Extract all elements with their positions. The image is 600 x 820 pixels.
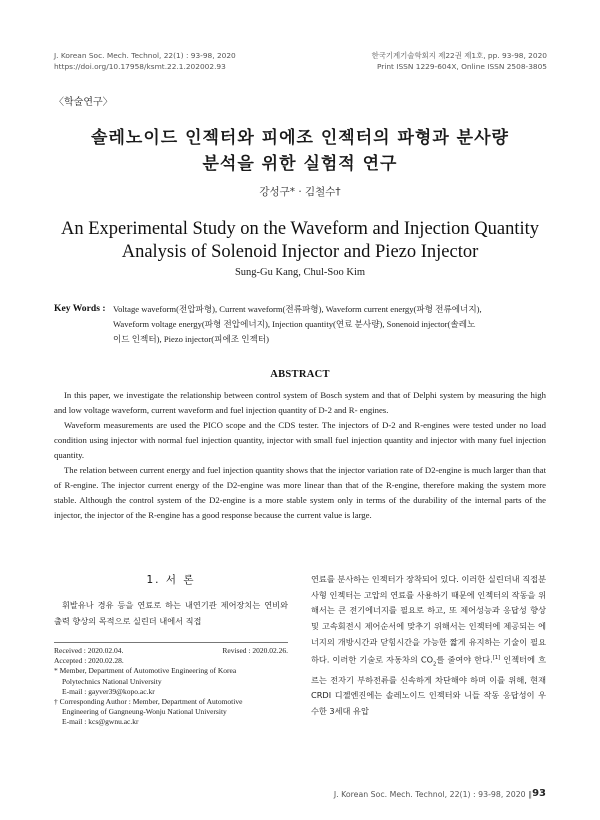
received-revised-line	[54, 646, 288, 656]
corresponding-author-line2: Engineering of Gangneung-Wonju National University	[62, 707, 227, 717]
issn-header: Print ISSN 1229-604X, Online ISSN 2508-3805	[376, 62, 547, 71]
footnotes	[54, 646, 288, 728]
abstract-paragraph-3: The relation between current energy and fuel injection quantity shows that the injector variation rate of D2-engine is much larger than that of R-engine. The injector current energy of the D2-engine was more linear than that of the R-engine, therefore making the system more stable. Although the control system of the D2-engine is a more stable system only in terms of the durability of the internal parts of the injector, the injector of the R-engine has a good response because the current value is large.	[54, 465, 546, 520]
korean-title-line2: 분석을 위한 실험적 연구	[202, 154, 398, 174]
intro-left-text: 휘발유나 경유 등을 연료로 하는 내연기관 제어장치는 연비와 출력 향상의 목적으로 실린더 내에서 직접	[54, 600, 288, 626]
revised-date: Revised : 2020.02.26.	[222, 646, 288, 655]
footer-citation: J. Korean Soc. Mech. Technol, 22(1) : 93-98, 2020 ∥	[333, 790, 532, 799]
abstract-paragraph-2: Waveform measurements are used the PICO scope and the CDS tester. The injectors of D-2 and R-engines were tested under no load condition using injector with normal fuel injection quantity, injector with small fuel injection quantity and injector with many fuel injection quantity.	[54, 420, 546, 460]
english-title	[40, 218, 560, 264]
doi-link[interactable]: https://doi.org/10.17958/ksmt.22.1.202002.93	[54, 62, 226, 71]
english-title-line2: Analysis of Solenoid Injector and Piezo Injector	[121, 242, 479, 262]
footnote-divider	[54, 642, 288, 643]
introduction-right-paragraph	[311, 572, 546, 720]
journal-kr-header: 한국기계기술학회지 제22권 제1호, pp. 93-98, 2020	[371, 51, 547, 60]
page-number: 93	[532, 788, 546, 799]
intro-right-part2: 를 줄여야 한다.	[436, 654, 493, 665]
keywords-line1: Voltage waveform(전압파형), Current waveform(전류파형), Waveform current energy(파형 전류에너지),	[113, 304, 482, 314]
keywords-line3: 이드 인젝터), Piezo injector(피에조 인젝터)	[113, 334, 269, 344]
accepted-date: Accepted : 2020.02.28.	[54, 656, 124, 666]
received-date: Received : 2020.02.04.	[54, 646, 124, 655]
section-tag: 〈학술연구〉	[54, 97, 113, 108]
corresponding-email[interactable]: E-mail : kcs@gwnu.ac.kr	[62, 717, 139, 727]
reference-1[interactable]: [1]	[492, 654, 501, 661]
abstract-paragraph-1: In this paper, we investigate the relationship between control system of Bosch system and that of Delphi system by measuring the high and low voltage waveform, current waveform and fuel injection quantity of D-2 and R- engines.	[54, 390, 546, 415]
korean-title-line1: 솔레노이드 인젝터와 피에조 인젝터의 파형과 분사량	[91, 128, 509, 148]
keywords-line2: Waveform voltage energy(파형 전압에너지), Injection quantity(연료 분사량), Sonenoid injector(솔레노	[113, 319, 476, 329]
introduction-heading: 1. 서 론	[146, 574, 196, 586]
korean-authors: 강성구* · 김철수†	[259, 186, 341, 198]
corresponding-author-line1: † Corresponding Author : Member, Department of Automotive	[54, 697, 243, 707]
member-email[interactable]: E-mail : gayver39@kopo.ac.kr	[62, 686, 155, 696]
intro-right-part3: 인젝터에 흐르는 전자기 부하전류를 신속하게 차단해야 하며 이를 위해, 현재 CRDI 디젤엔진에는 솔레노이드 인젝터와 니들 작동 응답성이 우수한 3세대 유압	[311, 654, 546, 716]
co2-subscript: 2	[433, 660, 437, 667]
introduction-left-paragraph	[54, 598, 288, 629]
keywords-list	[113, 302, 553, 347]
member-affiliation-line2: Polytechnics National University	[62, 676, 162, 686]
korean-title	[40, 125, 560, 177]
english-authors: Sung-Gu Kang, Chul-Soo Kim	[234, 267, 366, 278]
abstract-heading: ABSTRACT	[270, 369, 330, 380]
english-title-line1: An Experimental Study on the Waveform and Injection Quantity	[60, 219, 540, 239]
member-affiliation-line1: * Member, Department of Automotive Engineering of Korea	[54, 666, 237, 676]
intro-right-part1: 연료를 분사하는 인젝터가 장착되어 있다. 이러한 실린더내 직접분사형 인젝터는 고압의 연료를 사용하기 때문에 인젝터의 작동을 위해서는 큰 전기에너지를 필요로 하고, 또 제어성능과 응답성 향상 및 고속회전시 제어순서에 맞추기 위해서는 인젝터에 제공되는 에너지의 개방시간과 닫힘시간을 가능한 짧게 유지하는 기술이 필요하다. 이러한 기술로 자동차의 CO	[311, 574, 546, 665]
keywords-label: Key Words :	[54, 303, 106, 314]
journal-citation-header: J. Korean Soc. Mech. Technol, 22(1) : 93-98, 2020	[54, 51, 236, 60]
intro-right-text	[311, 572, 546, 720]
abstract-body	[54, 388, 546, 523]
